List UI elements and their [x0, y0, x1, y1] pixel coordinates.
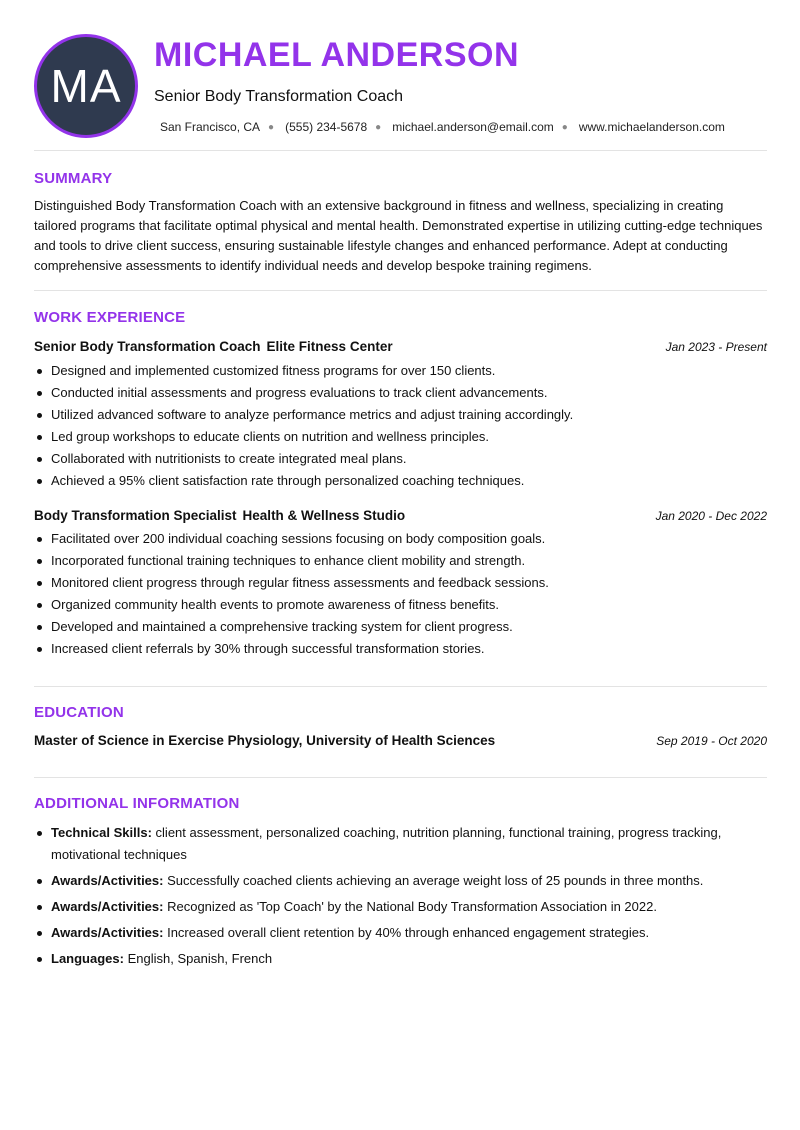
- additional-info-heading: ADDITIONAL INFORMATION: [34, 795, 240, 812]
- divider: [34, 150, 767, 151]
- job-header: [34, 507, 767, 525]
- item-text: Successfully coached clients achieving an average weight loss of 25 pounds in three months.: [167, 873, 704, 888]
- summary-text: Distinguished Body Transformation Coach with an extensive background in fitness and wellness, specializing in creating tailored programs that facilitate optimal physical and mental health. Demonstrated expertise in utilizing cutting-edge techniques and tools to drive client success, ensuring sustainable lifestyle changes and enhanced performance. Adept at conducting comprehensive assessments to identify individual needs and develop bespoke training regimens.: [34, 198, 763, 273]
- avatar: [34, 34, 138, 138]
- contact-location: San Francisco, CA: [160, 120, 261, 134]
- job-company: Health & Wellness Studio: [242, 508, 406, 523]
- bullet-separator-icon: ●: [268, 121, 275, 133]
- list-item: Incorporated functional training techniques to enhance client mobility and strength.: [34, 550, 769, 572]
- item-label: Awards/Activities:: [51, 873, 164, 888]
- list-item: [34, 822, 769, 866]
- list-item: Achieved a 95% client satisfaction rate through personalized coaching techniques.: [34, 470, 769, 492]
- candidate-name: MICHAEL ANDERSON: [154, 36, 520, 74]
- item-text: client assessment, personalized coaching, nutrition planning, functional training, progress tracking, motivational techniques: [51, 825, 722, 862]
- bullet-separator-icon: ●: [561, 121, 568, 133]
- job-header: [34, 338, 767, 356]
- education-entry: [34, 733, 767, 748]
- list-item: [34, 896, 769, 918]
- contact-phone: (555) 234-5678: [285, 120, 368, 134]
- list-item: [34, 922, 769, 944]
- candidate-role: Senior Body Transformation Coach: [154, 88, 404, 105]
- list-item: Developed and maintained a comprehensive tracking system for client progress.: [34, 616, 769, 638]
- list-item: Collaborated with nutritionists to create integrated meal plans.: [34, 448, 769, 470]
- education-heading: EDUCATION: [34, 704, 124, 721]
- job-dates: Jan 2020 - Dec 2022: [655, 509, 767, 523]
- divider: [34, 686, 767, 687]
- list-item: Led group workshops to educate clients on nutrition and wellness principles.: [34, 426, 769, 448]
- list-item: Utilized advanced software to analyze performance metrics and adjust training accordingly.: [34, 404, 769, 426]
- education-dates: Sep 2019 - Oct 2020: [656, 734, 767, 748]
- contact-line: [160, 120, 725, 134]
- item-label: Awards/Activities:: [51, 925, 164, 940]
- list-item: [34, 948, 769, 970]
- job-title: Senior Body Transformation Coach: [34, 339, 261, 354]
- job-bullets: [34, 528, 769, 660]
- summary-heading: SUMMARY: [34, 170, 113, 187]
- list-item: Monitored client progress through regular fitness assessments and feedback sessions.: [34, 572, 769, 594]
- bullet-separator-icon: ●: [375, 121, 382, 133]
- item-text: English, Spanish, French: [127, 951, 273, 966]
- item-label: Languages:: [51, 951, 124, 966]
- list-item: Designed and implemented customized fitness programs for over 150 clients.: [34, 360, 769, 382]
- item-label: Technical Skills:: [51, 825, 152, 840]
- item-label: Awards/Activities:: [51, 899, 164, 914]
- job-title: Body Transformation Specialist: [34, 508, 237, 523]
- list-item: Organized community health events to promote awareness of fitness benefits.: [34, 594, 769, 616]
- education-degree: Master of Science in Exercise Physiology, University of Health Sciences: [34, 733, 496, 748]
- item-text: Increased overall client retention by 40% through enhanced engagement strategies.: [167, 925, 650, 940]
- divider: [34, 290, 767, 291]
- work-experience-heading: WORK EXPERIENCE: [34, 309, 186, 326]
- list-item: Facilitated over 200 individual coaching sessions focusing on body composition goals.: [34, 528, 769, 550]
- job-dates: Jan 2023 - Present: [665, 340, 767, 354]
- job-bullets: [34, 360, 769, 492]
- item-text: Recognized as 'Top Coach' by the National Body Transformation Association in 2022.: [167, 899, 657, 914]
- contact-website[interactable]: www.michaelanderson.com: [578, 120, 725, 134]
- job-company: Elite Fitness Center: [266, 339, 393, 354]
- avatar-initials: MA: [50, 60, 122, 112]
- divider: [34, 777, 767, 778]
- additional-info-list: [34, 822, 769, 974]
- contact-email[interactable]: michael.anderson@email.com: [392, 120, 554, 134]
- list-item: Conducted initial assessments and progress evaluations to track client advancements.: [34, 382, 769, 404]
- list-item: Increased client referrals by 30% through successful transformation stories.: [34, 638, 769, 660]
- list-item: [34, 870, 769, 892]
